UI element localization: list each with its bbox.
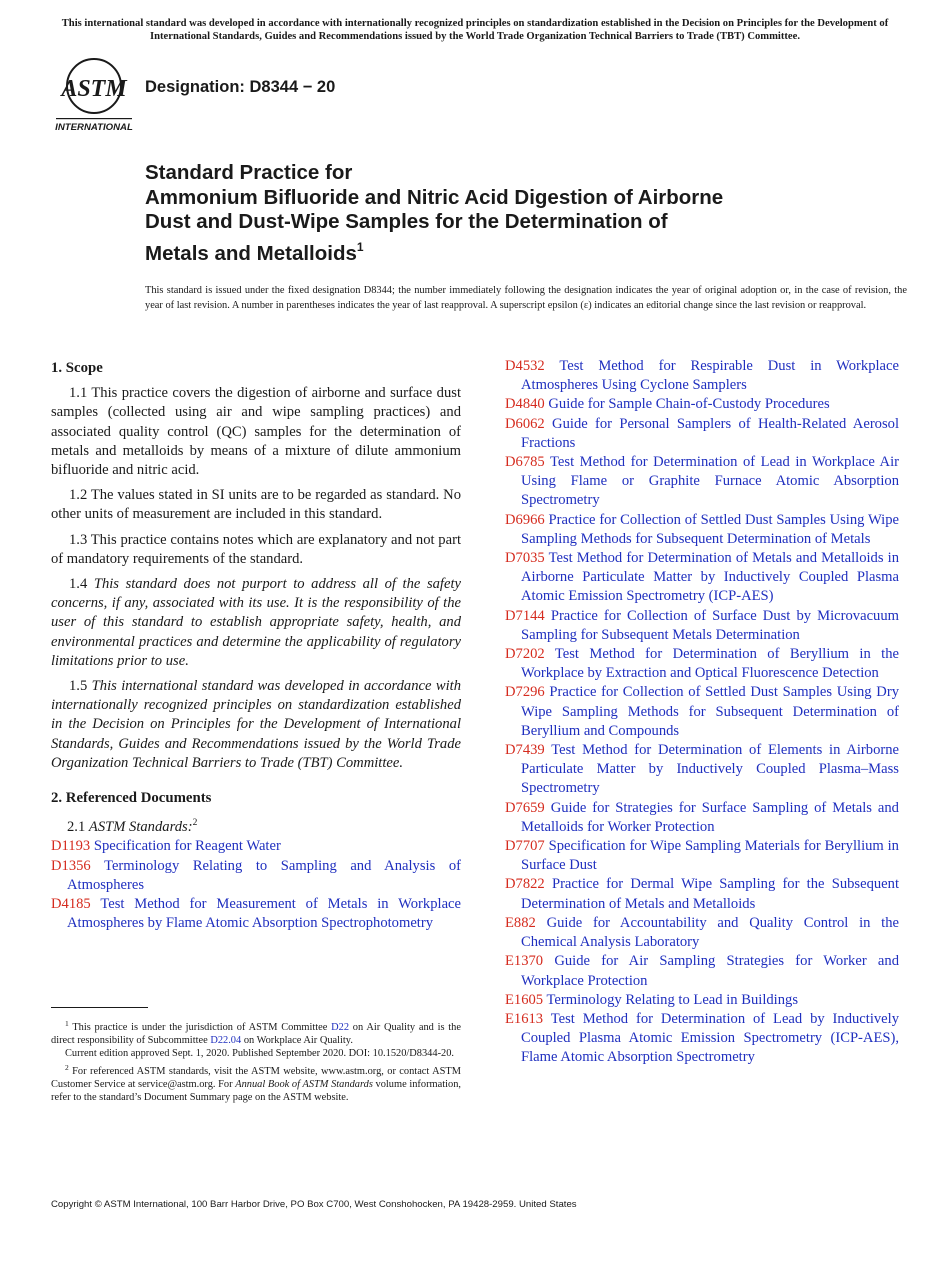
- right-column: [505, 357, 899, 1068]
- scope-para-1-4: 1.4 This standard does not purport to address all of the safety concerns, if any, associated with its use. It is the responsibility of the user of this standard to establish appropriate safety, health, and environmental practices and determine the applicability of regulatory limitations prior to use.: [51, 576, 461, 669]
- scope-para-1-5: 1.5 This international standard was developed in accordance with internationally recognized principles on standardization established in the Decision on Principles for the Development of International Standards, Guides and Recommendations issued by the World Trade Organization Technical Barriers to Trade (TBT) Committee.: [51, 678, 462, 771]
- reference-item: [505, 837, 899, 875]
- reference-title-link[interactable]: Specification for Wipe Sampling Materials for Beryllium in Surface Dust: [521, 838, 899, 874]
- reference-code-link[interactable]: D1193: [51, 838, 91, 855]
- title-line-3: Dust and Dust-Wipe Samples for the Determination of: [145, 210, 668, 233]
- scope-para-1-3: 1.3 This practice contains notes which are explanatory and not part of mandatory requirements of the standard.: [51, 531, 461, 567]
- designation: Designation: D8344 − 20: [145, 78, 336, 96]
- title-line-4: Metals and Metalloids$^1$: [145, 239, 364, 265]
- reference-title-link[interactable]: Test Method for Determination of Beryllium in the Workplace by Extraction and Optical Fluorescence Detection: [521, 646, 899, 682]
- reference-item: [505, 395, 899, 414]
- reference-title-link[interactable]: Guide for Personal Samplers of Health-Related Aerosol Fractions: [521, 415, 900, 451]
- reference-item: [505, 991, 899, 1010]
- reference-code-link[interactable]: D7822: [505, 876, 545, 893]
- reference-item: [505, 415, 899, 453]
- footnote-1-edition: Current edition approved Sept. 1, 2020. Published September 2020. DOI: 10.1520/D8344-20.: [65, 1048, 455, 1060]
- reference-code-link[interactable]: D6785: [505, 454, 545, 471]
- reference-item: [505, 683, 899, 741]
- reference-title-link[interactable]: Guide for Accountability and Quality Control in the Chemical Analysis Laboratory: [521, 914, 899, 951]
- reference-title-link[interactable]: Guide for Sample Chain-of-Custody Procedures: [548, 396, 830, 413]
- left-reference-list: [51, 837, 461, 933]
- reference-title-link[interactable]: Practice for Collection of Settled Dust Samples Using Dry Wipe Sampling Methods for Subsequent Determination of Beryllium and Compounds: [521, 684, 899, 739]
- reference-code-link[interactable]: D7202: [505, 646, 545, 663]
- reference-code-link[interactable]: E1370: [505, 953, 544, 970]
- footnote-rule: [51, 1007, 148, 1008]
- referenced-heading: 2. Referenced Documents: [51, 790, 212, 807]
- copyright: Copyright © ASTM International, 100 Barr Harbor Drive, PO Box C700, West Conshohocken, PA 19428-2959. United States: [51, 1199, 577, 1210]
- logo-subtext: INTERNATIONAL: [55, 122, 133, 133]
- reference-code-link[interactable]: D7659: [505, 799, 545, 816]
- reference-title-link[interactable]: Specification for Reagent Water: [93, 838, 281, 855]
- reference-code-link[interactable]: D4840: [505, 396, 545, 413]
- reference-code-link[interactable]: D6966: [505, 511, 545, 528]
- footnote-1: $^1$ This practice is under the jurisdiction of ASTM Committee D22 on Air Quality and is the direct responsibility of Subcommittee D22.04 on Workplace Air Quality.: [51, 1019, 461, 1047]
- scope-heading: 1. Scope: [51, 360, 103, 376]
- reference-title-link[interactable]: Test Method for Respirable Dust in Workplace Atmospheres Using Cyclone Samplers: [521, 358, 899, 394]
- reference-item: [505, 511, 899, 549]
- document-title: [145, 161, 905, 266]
- reference-title-link[interactable]: Test Method for Determination of Metals and Metalloids in Airborne Particulate Matter by Inductively Coupled Plasma Atomic Emission Spectrometry (ICP-AES): [521, 550, 899, 605]
- astm-logo: [52, 54, 136, 134]
- reference-title-link[interactable]: Guide for Air Sampling Strategies for Worker and Workplace Protection: [521, 953, 899, 989]
- reference-code-link[interactable]: D6062: [505, 415, 545, 432]
- issued-statement: This standard is issued under the fixed designation D8344; the number immediately following the designation indicates the year of original adoption or, in the case of revision, the year of last revision. A number in parentheses indicates the year of last reapproval. A superscript epsilon (ε) indicates an editorial change since the last revision or reapproval.: [145, 285, 907, 311]
- reference-code-link[interactable]: D7296: [505, 684, 545, 701]
- reference-item: [51, 895, 461, 933]
- title-footnote-mark: 1: [356, 239, 364, 254]
- reference-title-link[interactable]: Terminology Relating to Lead in Buildings: [546, 991, 798, 1008]
- left-column: [51, 357, 461, 933]
- footnote-2: $^2$ For referenced ASTM standards, visit the ASTM website, www.astm.org, or contact ASTM Customer Service at service@astm.org. For Annual Book of ASTM Standards volume information, refer to the standard’s Document Summary page on the ASTM website.: [51, 1062, 461, 1104]
- reference-item: [505, 453, 899, 511]
- right-reference-list: [505, 357, 899, 1068]
- reference-item: [505, 607, 899, 645]
- reference-code-link[interactable]: D7144: [505, 607, 545, 624]
- scope-para-1-2: 1.2 The values stated in SI units are to be regarded as standard. No other units of measurement are included in this standard.: [51, 487, 461, 523]
- reference-item: [505, 549, 899, 607]
- reference-title-link[interactable]: Test Method for Determination of Elements in Airborne Particulate Matter by Inductively Coupled Plasma–Mass Spectrometry: [521, 742, 900, 797]
- title-line-1: Standard Practice for: [145, 161, 353, 184]
- reference-item: [505, 875, 899, 913]
- reference-code-link[interactable]: E1605: [505, 991, 544, 1008]
- reference-title-link[interactable]: Practice for Dermal Wipe Sampling for the Subsequent Determination of Metals and Metalloids: [521, 876, 899, 912]
- reference-item: [505, 914, 899, 952]
- reference-title-link[interactable]: Test Method for Determination of Lead by Inductively Coupled Plasma Atomic Emission Spectrometry (ICP-AES), Flame Atomic Absorption Spectrometry: [521, 1010, 899, 1066]
- reference-code-link[interactable]: E1613: [505, 1010, 544, 1027]
- logo-text: ASTM: [61, 76, 127, 102]
- reference-item: [505, 357, 899, 395]
- reference-code-link[interactable]: E882: [505, 914, 536, 931]
- reference-item: [505, 645, 899, 683]
- reference-item: [505, 741, 899, 799]
- reference-title-link[interactable]: Test Method for Determination of Lead in Workplace Air Using Flame or Graphite Furnace Atomic Absorption Spectrometry: [521, 454, 900, 509]
- reference-code-link[interactable]: D1356: [51, 857, 91, 874]
- top-notice: This international standard was developed in accordance with internationally recognized principles on standardization established in the Decision on Principles for the Development of International Standards, Guides and Recommendations issued by the World Trade Organization Technical Barriers to Trade (TBT) Committee.: [61, 18, 889, 42]
- reference-title-link[interactable]: Practice for Collection of Settled Dust Samples Using Wipe Sampling Methods for Subsequent Determination of Metals: [521, 511, 899, 547]
- reference-item: [51, 837, 461, 856]
- title-line-2: Ammonium Bifluoride and Nitric Acid Digestion of Airborne: [145, 185, 724, 209]
- reference-code-link[interactable]: D7035: [505, 550, 545, 567]
- reference-code-link[interactable]: D4532: [505, 358, 545, 374]
- astm-standards-label: 2.1 ASTM Standards:$^2$: [67, 818, 198, 836]
- reference-title-link[interactable]: Guide for Strategies for Surface Sampling of Metals and Metalloids for Worker Protection: [521, 799, 899, 835]
- reference-code-link[interactable]: D7439: [505, 742, 545, 759]
- reference-item: [505, 1010, 899, 1068]
- reference-code-link[interactable]: D4185: [51, 896, 91, 913]
- reference-item: [505, 799, 899, 837]
- link-d22-04[interactable]: D22.04: [210, 1035, 242, 1047]
- reference-title-link[interactable]: Terminology Relating to Sampling and Analysis of Atmospheres: [67, 857, 461, 893]
- reference-item: [51, 857, 461, 895]
- link-d22[interactable]: D22: [331, 1022, 350, 1033]
- scope-para-1-1: 1.1 This practice covers the digestion of airborne and surface dust samples (collected using air and wipe sampling practices) and associated quality control (QC) samples for the determination of metals and metalloids by means of a mixture of dilute ammonium bifluoride and nitric acid.: [51, 385, 461, 479]
- reference-title-link[interactable]: Test Method for Measurement of Metals in Workplace Atmospheres by Flame Atomic Absorption Spectrophotometry: [67, 896, 462, 932]
- footnotes: [51, 1017, 461, 1104]
- reference-item: [505, 952, 899, 990]
- reference-code-link[interactable]: D7707: [505, 838, 545, 855]
- reference-title-link[interactable]: Practice for Collection of Surface Dust by Microvacuum Sampling for Subsequent Metals Determination: [521, 607, 899, 643]
